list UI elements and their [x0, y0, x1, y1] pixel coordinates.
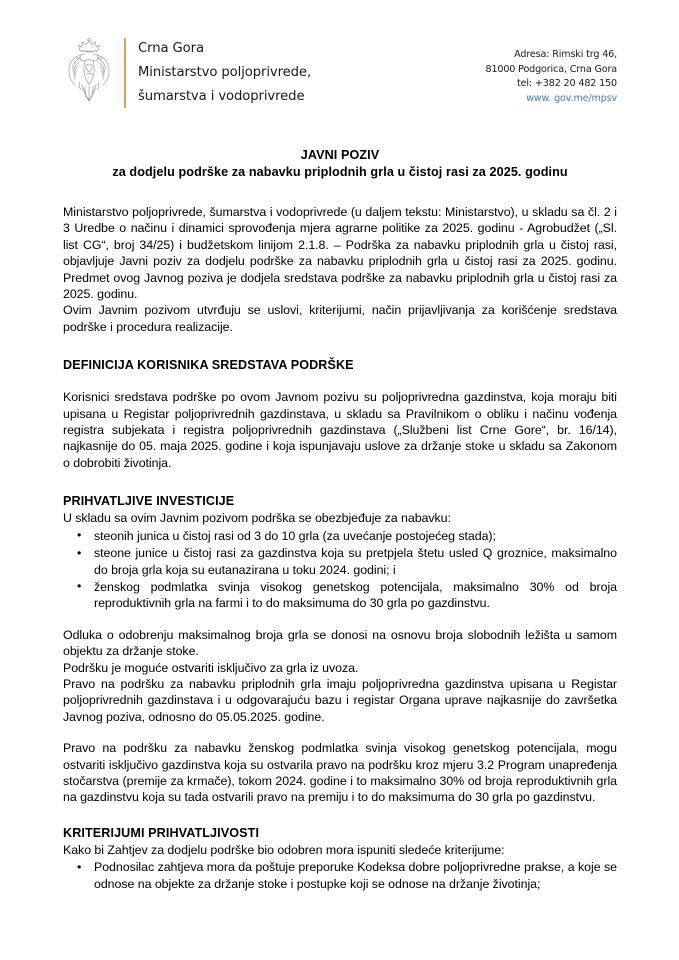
contact-block [485, 36, 617, 106]
section-heading-investicije: PRIHVATLJIVE INVESTICIJE [63, 494, 235, 509]
phone-number: tel: +382 20 482 150 [517, 78, 617, 89]
investicije-paragraph-4: Pravo na podršku za nabavku ženskog podmlatka svinja visokog genetskog potencijala, mogu ostvariti isključivo gazdinstva koja su ostvarila pravo na podršku kroz mjeru 3.2 Program unapređenja stočarstva (premije za krmače), tokom 2024. godine i to maksimalno 30% od broja reproduktivnih grla na gazdinstvu koja su tada ostvarili pravo na premiju i to do maksimuma do 30 grla po gazdinstvu. [63, 741, 617, 805]
title-main: JAVNI POZIV [300, 148, 380, 162]
page-title [63, 147, 617, 180]
investicije-bullet-list [63, 528, 617, 612]
definicija-paragraph: Korisnici sredstava podrške po ovom Javnom pozivu su poljoprivredna gazdinstva, koja moraju biti upisana u Registar poljoprivrednih gazdinstava, u skladu sa Pravilnikom o obliku i načinu vođenja registra subjekata i registra poljoprivrednih gazdinstava („Službeni list Crne Gore“, br. 16/14), najkasnije do 05. maja 2025. godine i koja ispunjavaju uslove za držanje stoke u skladu sa Zakonom o dobrobiti životinja. [63, 390, 617, 470]
intro-paragraph-2: Ovim Javnim pozivom utvrđuju se uslovi, kriterijumi, način prijavljivanja za korišćenje sredstava podrške i procedura realizacije. [63, 303, 617, 334]
title-subtitle: za dodjelu podrške za nabavku priplodnih grla u čistoj rasi za 2025. godinu [112, 164, 568, 179]
investicije-lead: U skladu sa ovim Javnim pozivom podrška se obezbjeđuje za nabavku: [63, 511, 451, 526]
letterhead [63, 0, 617, 114]
section-heading-definicija: DEFINICIJA KORISNIKA SREDSTAVA PODRŠKE [63, 358, 354, 373]
list-item: • steonih junica u čistoj rasi od 3 do 10 grla (za uvećanje postojećeg stada); [63, 528, 617, 544]
website-link[interactable]: www. gov.me/mpsv [526, 92, 617, 104]
investicije-paragraph-2: Podršku je moguće ostvariti isključivo za grla iz uvoza. [63, 660, 359, 675]
ministry-name-line-1: Ministarstvo poljoprivrede, [138, 65, 312, 80]
list-item: • steone junice u čistoj rasi za gazdinstva koja su pretpjela štetu usled Q groznice, maksimalno do broja grla koja su eutanazirana u toku 2024. godini; i [63, 545, 617, 578]
address-line-1: Adresa: Rimski trg 46, [514, 49, 617, 60]
investicije-paragraph-1: Odluka o odobrenju maksimalnog broja grla se donosi na osnovu broja slobodnih ležišta u samom objektu za držanje stoke. [63, 627, 617, 659]
kriterijumi-bullet-list [63, 859, 617, 892]
coat-of-arms-montenegro-icon [63, 36, 115, 110]
ministry-name-block [126, 36, 311, 110]
section-heading-kriterijumi: KRITERIJUMI PRIHVATLJIVOSTI [63, 825, 260, 840]
country-name: Crna Gora [138, 41, 204, 56]
kriterijumi-lead: Kako bi Zahtjev za dodjelu podrške bio odobren mora ispuniti sledeće kriterijume: [63, 842, 505, 857]
list-item: • ženskog podmlatka svinja visokog genetskog potencijala, maksimalno 30% od broja reproduktivnih grla na farmi i to do maksimuma do 30 grla po gazdinstvu. [63, 579, 617, 612]
document-body [63, 204, 617, 892]
investicije-paragraph-3: Pravo na podršku za nabavku priplodnih grla imaju poljoprivredna gazdinstva upisana u Registar poljoprivrednih gazdinstava i u odgovarajuću bazu i registar Organa uprave najkasnije do završetka Javnog poziva, odnosno do 05.05.2025. godine. [63, 676, 617, 724]
list-item: • Podnosilac zahtjeva mora da poštuje preporuke Kodeksa dobre poljoprivredne prakse, a koje se odnose na objekte za držanje stoke i postupke koji se odnose na držanje životinja; [63, 859, 617, 892]
address-line-2: 81000 Podgorica, Crna Gora [485, 63, 617, 75]
intro-paragraph-1: Ministarstvo poljoprivrede, šumarstva i vodoprivrede (u daljem tekstu: Ministarstvo), u skladu sa čl. 2 i 3 Uredbe o načinu i dinamici sprovođenja mjera agrarne politike za 2025. godinu - Agrobudžet („Sl. list CG“, broj 34/25) i budžetskom linijom 2.1.8. – Podrška za nabavku priplodnih grla u čistoj rasi, objavljuje Javni poziv za dodjelu podrške za nabavku priplodnih grla u čistoj rasi za 2025. godinu. Predmet ovog Javnog poziva je dodjela sredstava podrške za nabavku priplodnih grla u čistoj rasi za 2025. godinu. [63, 205, 617, 302]
ministry-name-line-2: šumarstva i vodoprivrede [138, 89, 305, 104]
ministry-brand [63, 36, 311, 110]
